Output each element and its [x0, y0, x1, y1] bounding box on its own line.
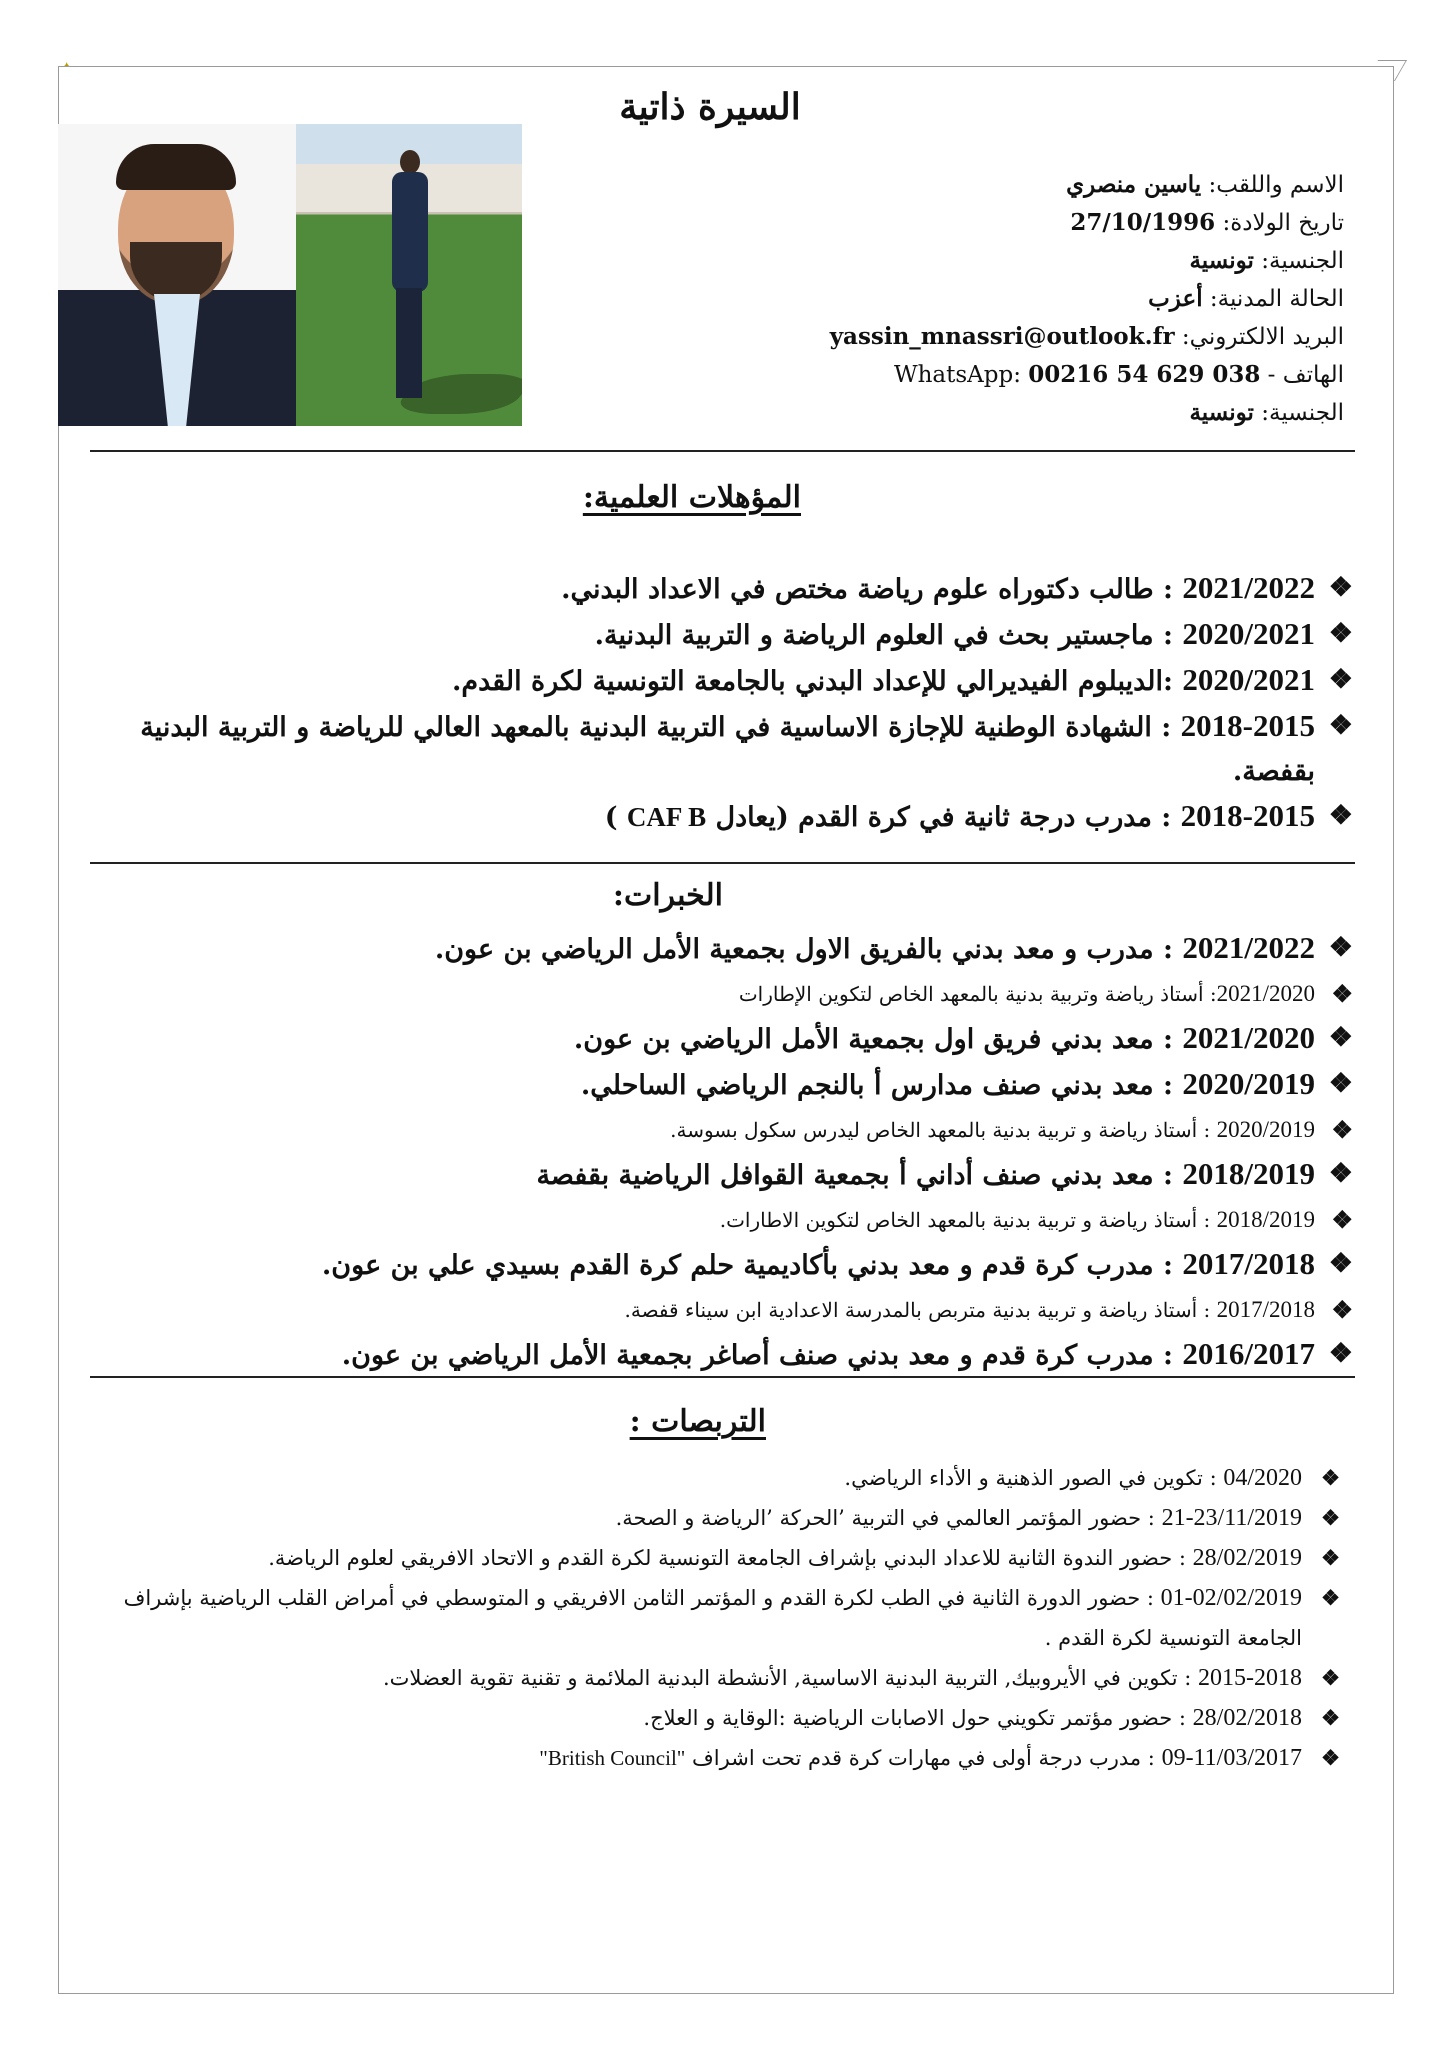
experience-date: 2021/2022: [1182, 930, 1315, 965]
bullet-icon: ❖: [1328, 710, 1353, 741]
marital-row: الحالة المدنية: أعزب: [1148, 285, 1344, 312]
qualifications-date: 2020/2021: [1182, 616, 1315, 651]
bullet-icon: ❖: [1321, 1585, 1340, 1610]
bullet-icon: ❖: [1321, 1745, 1340, 1770]
experience-date: 2018/2019: [1216, 1207, 1315, 1232]
qualifications-text: : الشهادة الوطنية للإجازة الاساسية في التربية البدنية بالمعهد العالي للرياضة و التربية البدنية بقفصة.: [140, 712, 1315, 787]
nationality-row: الجنسية: تونسية: [1189, 247, 1344, 274]
bullet-icon: ❖: [1328, 1022, 1353, 1053]
qualifications-list: [123, 566, 1353, 840]
qualifications-item: [123, 612, 1353, 658]
training-text: : تكوين في الصور الذهنية و الأداء الرياضي.: [844, 1466, 1224, 1490]
experience-item: [123, 1288, 1353, 1332]
bullet-icon: ❖: [1331, 1115, 1353, 1144]
divider: [90, 862, 1355, 864]
training-item: [110, 1458, 1340, 1498]
page-fold: [1366, 60, 1407, 81]
portrait-photo: [58, 124, 296, 426]
training-date: 09-11/03/2017: [1161, 1745, 1302, 1771]
bullet-icon: ❖: [1328, 618, 1353, 649]
experience-item: [123, 1242, 1353, 1288]
training-latin: "British Council": [539, 1746, 686, 1770]
experience-item: [123, 926, 1353, 972]
experience-item: [123, 1108, 1353, 1152]
qualifications-text: :الديبلوم الفيديرالي للإعداد البدني بالجامعة التونسية لكرة القدم.: [451, 666, 1183, 697]
experience-text: : معد بدني صنف مدارس أ بالنجم الرياضي الساحلي.: [580, 1070, 1183, 1101]
experience-item: [123, 1152, 1353, 1198]
experience-date: 2020/2019: [1216, 1117, 1315, 1142]
experience-date: 2016/2017: [1182, 1336, 1315, 1371]
training-text: : حضور الندوة الثانية للاعداد البدني بإشراف الجامعة التونسية لكرة القدم و الاتحاد الافريقي لعلوم الرياضة.: [268, 1546, 1193, 1570]
experience-date: 2020/2019: [1182, 1066, 1315, 1101]
page-title: السيرة ذاتية: [619, 86, 801, 128]
experience-date: 2021/2020: [1182, 1020, 1315, 1055]
experience-date: 2021/2020: [1216, 981, 1315, 1006]
qualifications-item: [123, 704, 1353, 794]
qualifications-date: 2018-2015: [1180, 708, 1315, 743]
training-item: [110, 1658, 1340, 1698]
training-date: 01-02/02/2019: [1160, 1585, 1302, 1611]
qualifications-text: : مدرب درجة ثانية في كرة القدم (يعادل: [706, 802, 1181, 833]
training-heading: التربصات :: [629, 1404, 766, 1439]
bullet-icon: ❖: [1328, 1158, 1353, 1189]
qualifications-heading: المؤهلات العلمية:: [582, 480, 801, 515]
experience-item: [123, 972, 1353, 1016]
experience-text: : معد بدني فريق اول بجمعية الأمل الرياضي بن عون.: [573, 1024, 1183, 1055]
bullet-icon: ❖: [1328, 932, 1353, 963]
experience-text: : معد بدني صنف أداني أ بجمعية القوافل الرياضية بقفصة: [536, 1160, 1183, 1191]
training-text: : حضور مؤتمر تكويني حول الاصابات الرياضية :الوقاية و العلاج.: [643, 1706, 1193, 1730]
qualifications-date: 2018-2015: [1180, 798, 1315, 833]
personal-info: [744, 166, 1344, 432]
training-date: 04/2020: [1223, 1465, 1302, 1491]
bullet-icon: ❖: [1328, 1338, 1353, 1369]
bullet-icon: ❖: [1321, 1545, 1340, 1570]
email-link[interactable]: yassin_mnassri@outlook.fr: [829, 323, 1175, 350]
bullet-icon: ❖: [1328, 1248, 1353, 1279]
bullet-icon: ❖: [1321, 1665, 1340, 1690]
qualifications-date: 2020/2021: [1182, 662, 1315, 697]
experience-text: : مدرب كرة قدم و معد بدني بأكاديمية حلم كرة القدم بسيدي علي بن عون.: [321, 1250, 1183, 1281]
bullet-icon: ❖: [1321, 1465, 1340, 1490]
experience-text: : أستاذ رياضة و تربية بدنية بالمعهد الخاص ليدرس سكول بسوسة.: [670, 1118, 1217, 1142]
divider: [90, 1376, 1355, 1378]
qualifications-latin: CAF B: [626, 802, 707, 832]
experience-item: [123, 1332, 1353, 1378]
experience-text: : أستاذ رياضة و تربية بدنية متربص بالمدرسة الاعدادية ابن سيناء قفصة.: [624, 1298, 1217, 1322]
qualifications-text: : ماجستير بحث في العلوم الرياضة و التربية البدنية.: [594, 620, 1183, 651]
training-text: : حضور المؤتمر العالمي في التربية ’الحركة ’الرياضة و الصحة.: [615, 1506, 1162, 1530]
experience-text: : أستاذ رياضة وتربية بدنية بالمعهد الخاص لتكوين الإطارات: [738, 982, 1217, 1006]
qualifications-item: [123, 794, 1353, 840]
training-date: 28/02/2019: [1192, 1545, 1302, 1571]
experience-date: 2017/2018: [1216, 1297, 1315, 1322]
email-row: البريد الالكتروني: yassin_mnassri@outlook.fr: [829, 323, 1344, 350]
experience-date: 2017/2018: [1182, 1246, 1315, 1281]
training-text: : تكوين في الأيروبيك, التربية البدنية الاساسية, الأنشطة البدنية الملائمة و تقنية تقوية العضلات.: [382, 1666, 1198, 1690]
training-item: [110, 1698, 1340, 1738]
training-date: 21-23/11/2019: [1161, 1505, 1302, 1531]
experience-heading: الخبرات:: [612, 878, 723, 913]
training-list: [110, 1458, 1340, 1778]
bullet-icon: ❖: [1331, 1205, 1353, 1234]
name-row: الاسم واللقب: ياسين منصري: [1066, 171, 1344, 198]
experience-date: 2018/2019: [1182, 1156, 1315, 1191]
bullet-icon: ❖: [1328, 664, 1353, 695]
bullet-icon: ❖: [1321, 1705, 1340, 1730]
qualifications-date: 2021/2022: [1182, 570, 1315, 605]
dob-row: تاريخ الولادة: 27/10/1996: [1070, 209, 1344, 236]
qualifications-tail: ): [604, 802, 627, 833]
qualifications-text: : طالب دكتوراه علوم رياضة مختص في الاعداد البدني.: [561, 574, 1183, 605]
training-item: [110, 1498, 1340, 1538]
experience-item: [123, 1016, 1353, 1062]
experience-list: [123, 926, 1353, 1378]
phone-row: الهاتف - WhatsApp: 00216 54 629 038: [893, 361, 1344, 388]
qualifications-item: [123, 658, 1353, 704]
experience-item: [123, 1198, 1353, 1242]
training-item: [110, 1538, 1340, 1578]
training-item: [110, 1578, 1340, 1658]
bullet-icon: ❖: [1331, 1295, 1353, 1324]
training-item: [110, 1738, 1340, 1778]
bullet-icon: ❖: [1331, 979, 1353, 1008]
training-date: 28/02/2018: [1192, 1705, 1302, 1731]
bullet-icon: ❖: [1328, 1068, 1353, 1099]
nationality2-row: الجنسية: تونسية: [1189, 399, 1344, 426]
experience-item: [123, 1062, 1353, 1108]
divider: [90, 450, 1355, 452]
experience-text: : أستاذ رياضة و تربية بدنية بالمعهد الخاص لتكوين الاطارات.: [719, 1208, 1217, 1232]
experience-text: : مدرب كرة قدم و معد بدني صنف أصاغر بجمعية الأمل الرياضي بن عون.: [341, 1340, 1183, 1371]
bullet-icon: ❖: [1328, 800, 1353, 831]
training-text: : مدرب درجة أولى في مهارات كرة قدم تحت اشراف: [685, 1746, 1162, 1770]
training-date: 2015-2018: [1198, 1665, 1302, 1691]
training-text: : حضور الدورة الثانية في الطب لكرة القدم و المؤتمر الثامن الافريقي و المتوسطي في أمراض القلب الرياضية بإشراف الجامعة التونسية لكرة القدم .: [123, 1586, 1302, 1650]
bullet-icon: ❖: [1328, 572, 1353, 603]
bullet-icon: ❖: [1321, 1505, 1340, 1530]
experience-text: : مدرب و معد بدني بالفريق الاول بجمعية الأمل الرياضي بن عون.: [434, 934, 1183, 965]
qualifications-item: [123, 566, 1353, 612]
field-photo: [296, 124, 522, 426]
